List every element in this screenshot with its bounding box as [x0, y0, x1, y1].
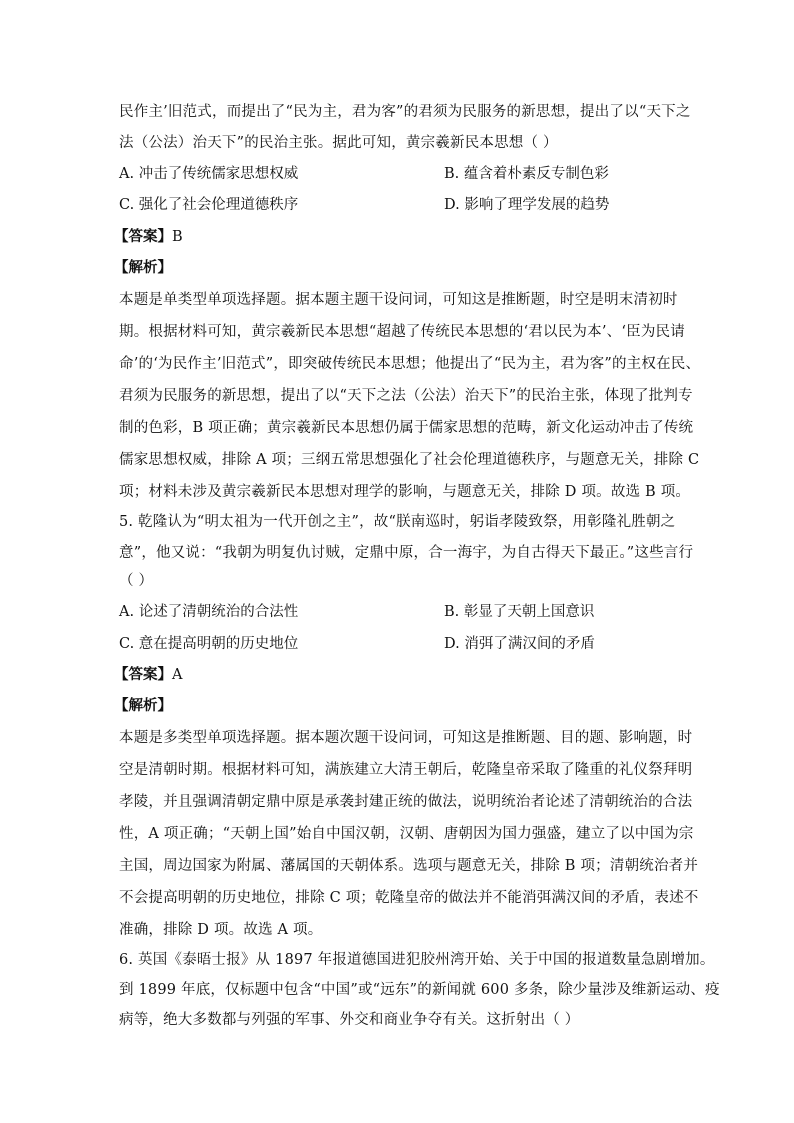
q4-answer — [114, 227, 183, 247]
q4-stem-line-1: 民作主’旧范式，而提出了“民为主，君为客”的君须为民服务的新思想，提出了以“天下之 — [119, 104, 691, 120]
q5-stem-line-3: （ ） — [119, 573, 154, 589]
q5-analysis-line-7: 准确，排除 D 项。故选 A 项。 — [119, 922, 323, 938]
q5-option-c: C. 意在提高明朝的历史地位 — [119, 636, 299, 652]
q4-stem-line-2: 法（公法）治天下”的民治主张。据此可知，黄宗羲新民本思想（ ） — [119, 135, 558, 151]
q4-analysis-line-7: 项；材料未涉及黄宗羲新民本思想对理学的影响，与题意无关，排除 D 项。故选 B 项。 — [119, 484, 691, 500]
q5-stem-line-2: 意”，他又说：“我朝为明复仇讨贼，定鼎中原，合一海宇，为自古得天下最正。”这些言行 — [119, 545, 694, 561]
q4-option-c: C. 强化了社会伦理道德秩序 — [119, 197, 299, 213]
q5-analysis-label: 【解析】 — [114, 697, 172, 714]
q4-analysis-label: 【解析】 — [114, 259, 172, 276]
q6-stem-line-2: 到 1899 年底，仅标题中包含“中国”或“远东”的新闻就 600 多条，除少量涉及维新运动、疫 — [119, 982, 720, 998]
q4-analysis-line-1: 本题是单类型单项选择题。据本题主题干设问词，可知这是推断题，时空是明末清初时 — [119, 292, 678, 308]
q4-analysis-line-3: 命’的‘为民作主’旧范式”，即突破传统民本思想；他提出了“民为主，君为客”的主权在民、 — [119, 356, 701, 372]
q5-option-a: A. 论述了清朝统治的合法性 — [119, 604, 299, 620]
q4-answer-value: B — [172, 229, 183, 245]
q4-answer-label: 【答案】 — [114, 228, 172, 245]
q5-analysis-line-4: 性，A 项正确；“天朝上国”始自中国汉朝，汉朝、唐朝因为国力强盛，建立了以中国为宗 — [119, 826, 694, 842]
q6-stem-line-3: 病等，绝大多数都与列强的军事、外交和商业争夺有关。这折射出（ ） — [119, 1012, 580, 1028]
q5-analysis-line-5: 主国，周边国家为附属、藩属国的天朝体系。选项与题意无关，排除 B 项；清朝统治者并 — [119, 858, 699, 874]
q5-answer — [114, 665, 182, 685]
q4-option-a: A. 冲击了传统儒家思想权威 — [119, 166, 299, 182]
q5-stem-line-1: 5. 乾隆认为“明太祖为一代开创之主”，故“朕南巡时，躬诣孝陵致祭，用彰隆礼胜朝之 — [119, 514, 676, 530]
q4-option-d: D. 影响了理学发展的趋势 — [444, 197, 610, 213]
q5-option-b: B. 彰显了天朝上国意识 — [444, 604, 595, 620]
q6-stem-line-1: 6. 英国《泰晤士报》从 1897 年报道德国进犯胶州湾开始、关于中国的报道数量急剧增加。 — [119, 952, 715, 968]
q5-analysis-line-1: 本题是多类型单项选择题。据本题次题干设问词，可知这是推断题、目的题、影响题，时 — [119, 730, 693, 746]
q5-answer-value: A — [172, 667, 183, 683]
q5-analysis-line-6: 不会提高明朝的历史地位，排除 C 项；乾隆皇帝的做法并不能消弭满汉间的矛盾，表述不 — [119, 890, 699, 906]
q5-analysis-line-3: 孝陵，并且强调清朝定鼎中原是承袭封建正统的做法，说明统治者论述了清朝统治的合法 — [119, 794, 693, 810]
q4-analysis-line-4: 君须为民服务的新思想，提出了以“天下之法（公法）治天下”的民治主张，体现了批判专 — [119, 388, 693, 404]
q5-analysis-line-2: 空是清朝时期。根据材料可知，满族建立大清王朝后，乾隆皇帝采取了隆重的礼仪祭拜明 — [119, 762, 693, 778]
q4-analysis-line-2: 期。根据材料可知，黄宗羲新民本思想“超越了传统民本思想的‘君以民为本’、‘臣为民请 — [119, 324, 685, 340]
q4-analysis-line-6: 儒家思想权威，排除 A 项；三纲五常思想强化了社会伦理道德秩序，与题意无关，排除 C — [119, 452, 700, 468]
q5-option-d: D. 消弭了满汉间的矛盾 — [444, 636, 595, 652]
q5-answer-label: 【答案】 — [114, 666, 172, 683]
q4-option-b: B. 蕴含着朴素反专制色彩 — [444, 166, 609, 182]
q4-analysis-line-5: 制的色彩，B 项正确；黄宗羲新民本思想仍属于儒家思想的范畴，新文化运动冲击了传统 — [119, 420, 694, 436]
